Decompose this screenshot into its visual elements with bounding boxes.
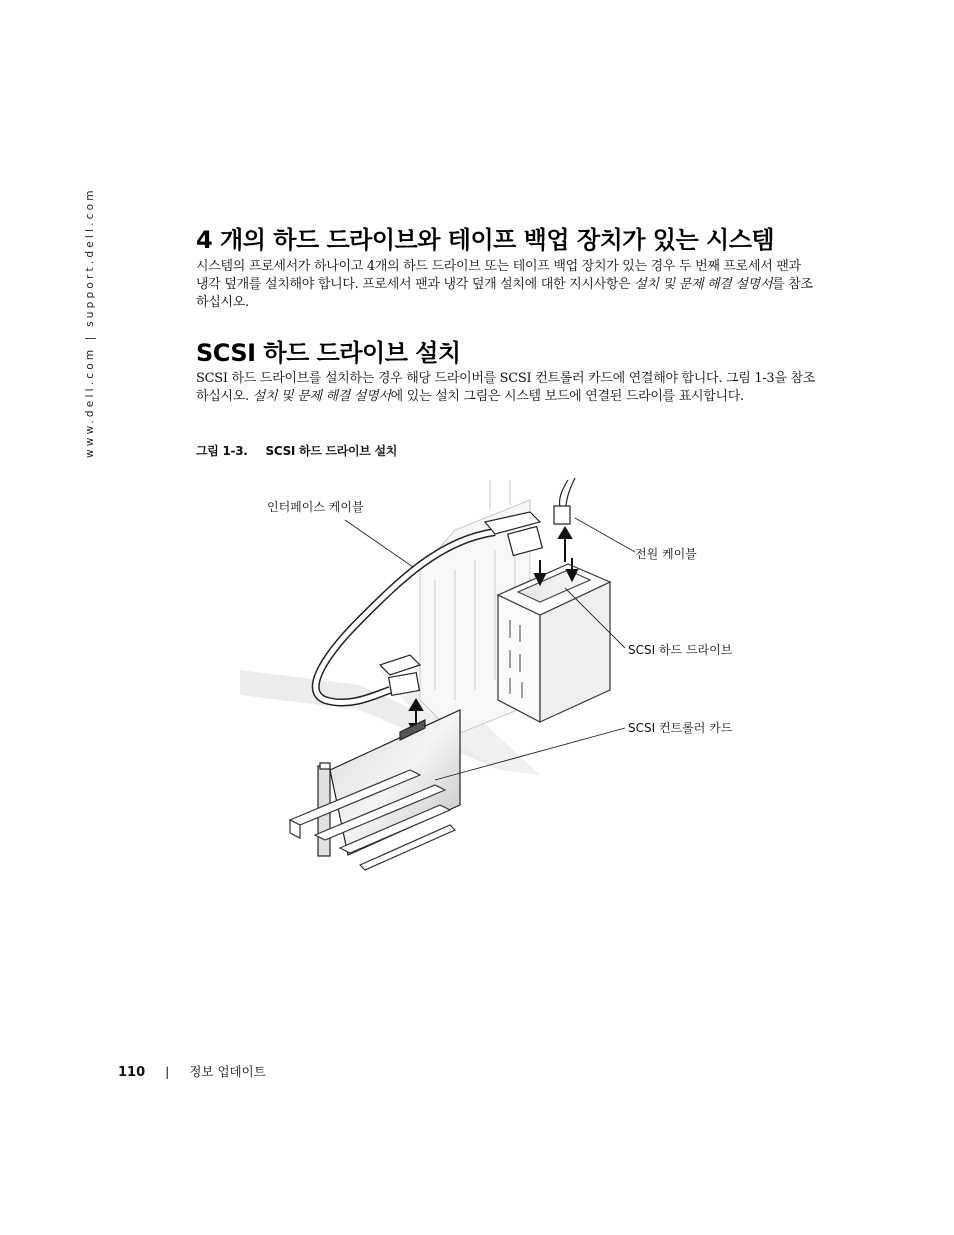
section-heading-tape-backup: 4 개의 하드 드라이브와 테이프 백업 장치가 있는 시스템 bbox=[196, 226, 775, 254]
power-connector bbox=[554, 478, 575, 524]
section-paragraph-tape-backup bbox=[196, 258, 816, 312]
figure-caption bbox=[196, 442, 397, 459]
paragraph-text: 시스템의 프로세서가 하나이고 4개의 하드 드라이브 또는 테이프 백업 장치가 있는 경우 두 번째 프로세서 팬과 냉각 덮개를 설치해야 합니다. 프로세서 팬과 냉각 덮개 설치에 대한 지시사항은 bbox=[196, 259, 801, 292]
hard-drive-bay bbox=[498, 564, 610, 722]
section-paragraph-scsi-install bbox=[196, 370, 816, 406]
label-scsi-hard-drive: SCSI 하드 드라이브 bbox=[628, 643, 733, 657]
manual-reference: 설치 및 문제 해결 설명서 bbox=[252, 389, 391, 404]
label-scsi-controller-card: SCSI 컨트롤러 카드 bbox=[628, 721, 733, 735]
section-heading-scsi-install: SCSI 하드 드라이브 설치 bbox=[196, 339, 461, 367]
paragraph-text: 를 참조하십시오. bbox=[196, 277, 813, 310]
page-number: 110 bbox=[118, 1065, 146, 1080]
figure-number: 그림 1-3. bbox=[196, 444, 248, 458]
paragraph-text: SCSI 하드 드라이브를 설치하는 경우 해당 드라이버를 SCSI 컨트롤러 카드에 연결해야 합니다. 그림 1-3을 참조하십시오. bbox=[196, 371, 815, 404]
manual-reference: 설치 및 문제 해결 설명서 bbox=[634, 277, 773, 292]
side-url: www.dell.com | support.dell.com bbox=[84, 187, 96, 458]
page-footer bbox=[118, 1062, 266, 1080]
paragraph-text: 에 있는 설치 그림은 시스템 보드에 연결된 드라이를 표시합니다. bbox=[390, 389, 744, 404]
figure-title: SCSI 하드 드라이브 설치 bbox=[265, 444, 398, 458]
scsi-install-illustration bbox=[240, 470, 770, 900]
footer-doc-title: 정보 업데이트 bbox=[189, 1064, 266, 1079]
footer-separator: | bbox=[165, 1064, 170, 1079]
label-interface-cable: 인터페이스 케이블 bbox=[267, 500, 364, 514]
label-power-cable: 전원 케이블 bbox=[635, 547, 697, 561]
